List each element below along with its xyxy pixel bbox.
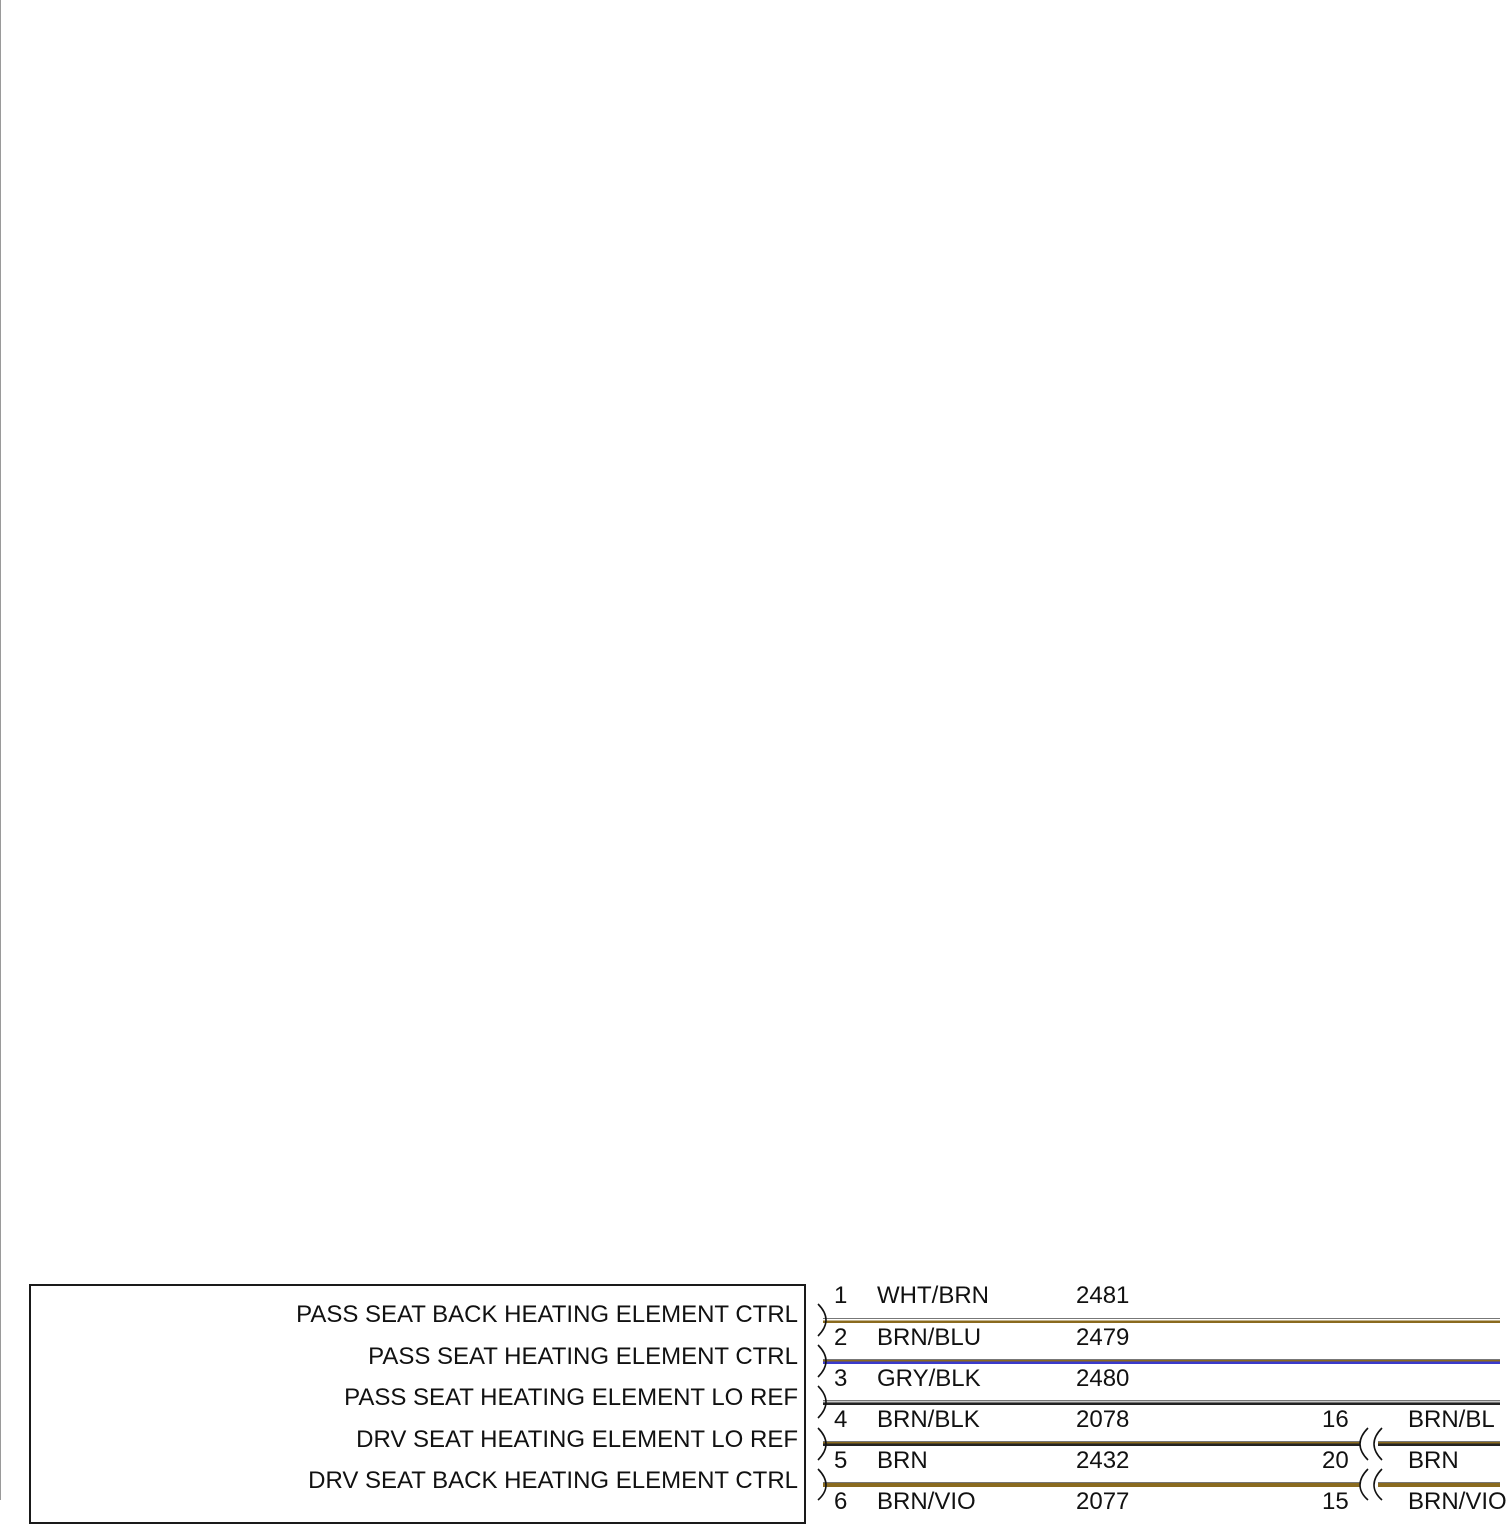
pin-1-wire-color: WHT/BRN [877,1282,989,1309]
pin-4-circuit-number: 2078 [1076,1406,1130,1433]
pin-2-function-label: PASS SEAT HEATING ELEMENT CTRL [368,1343,798,1370]
pin-6-mate-wire-color: BRN/VIO [1408,1488,1507,1515]
pin-3-number: 3 [834,1365,848,1392]
pin-3-wire-color: GRY/BLK [877,1365,981,1392]
pin-5-connector-bracket [818,1469,826,1500]
pin-4-connector-bracket [818,1428,826,1460]
pin-1-connector-bracket [818,1304,826,1336]
pin-5-number: 5 [834,1447,848,1474]
pin-4-number: 4 [834,1406,848,1433]
pin-5-wire-color: BRN [877,1447,928,1474]
pin-5-inline-connector-right [1374,1469,1382,1500]
pin-5-function-label: DRV SEAT BACK HEATING ELEMENT CTRL [308,1467,798,1494]
pin-4-mate-wire-color: BRN/BL [1408,1406,1495,1433]
pin-6-wire-color: BRN/VIO [877,1488,976,1515]
pin-3-function-label: PASS SEAT HEATING ELEMENT LO REF [344,1384,798,1411]
pin-5-circuit-number: 2432 [1076,1447,1130,1474]
pin-4-inline-connector-right [1374,1428,1382,1460]
pin-4-inline-connector-left [1360,1428,1368,1460]
pin-3-circuit-number: 2480 [1076,1365,1130,1392]
pin-2-number: 2 [834,1324,848,1351]
pin-4-wire-color: BRN/BLK [877,1406,980,1433]
pin-2-circuit-number: 2479 [1076,1324,1130,1351]
pin-5-mate-wire-color: BRN [1408,1447,1459,1474]
pin-2-wire-color: BRN/BLU [877,1324,982,1351]
pin-4-mate-pin-number: 16 [1322,1406,1349,1433]
pin-6-number: 6 [834,1488,848,1515]
pin-2-connector-bracket [818,1345,826,1377]
pin-5-mate-pin-number: 20 [1322,1447,1349,1474]
pin-1-number: 1 [834,1282,848,1309]
pin-5-inline-connector-left [1360,1469,1368,1500]
pin-6-circuit-number: 2077 [1076,1488,1130,1515]
pin-6-mate-pin-number: 15 [1322,1488,1349,1515]
pin-1-function-label: PASS SEAT BACK HEATING ELEMENT CTRL [296,1301,798,1328]
pin-3-connector-bracket [818,1386,826,1418]
pin-1-circuit-number: 2481 [1076,1282,1130,1309]
pin-4-function-label: DRV SEAT HEATING ELEMENT LO REF [356,1426,798,1453]
